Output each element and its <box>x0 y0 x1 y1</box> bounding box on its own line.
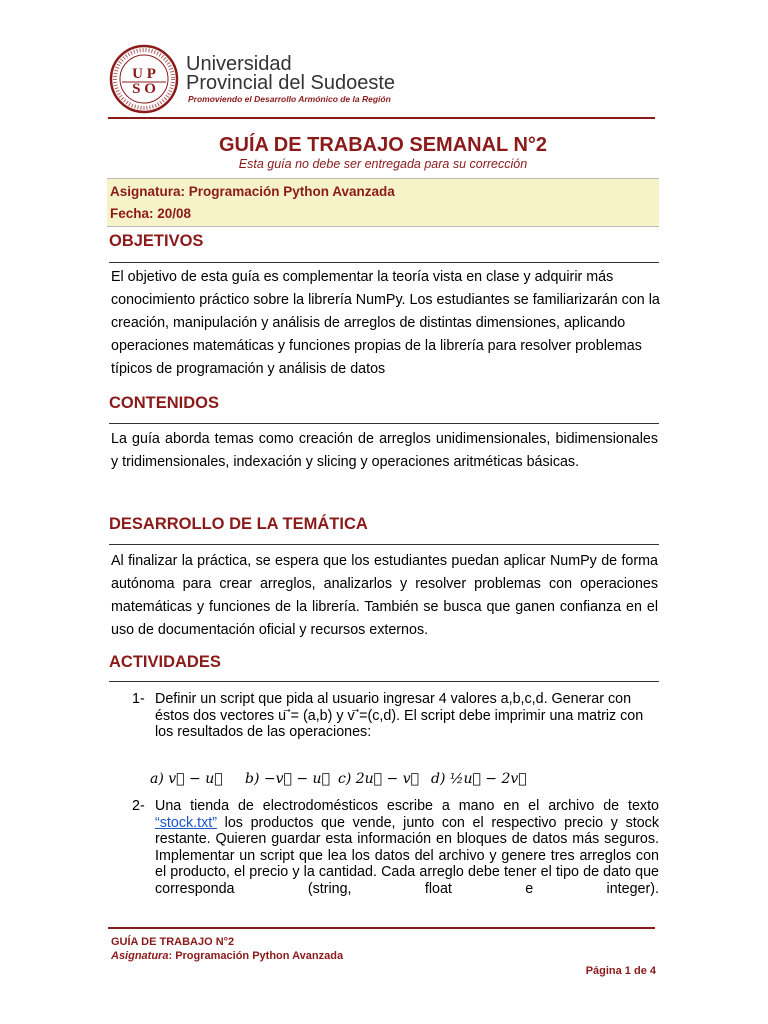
activity-text <box>155 691 659 741</box>
university-name-line1: Universidad <box>186 53 292 75</box>
stock-file-link[interactable]: “stock.txt” <box>155 814 217 831</box>
activity-text <box>155 798 659 898</box>
contenidos-text: La guía aborda temas como creación de arreglos unidimensionales, bidimensionales y tridimensionales, indexación y slicing y operaciones aritméticas básicas. <box>111 431 658 470</box>
activity-item-1 <box>132 691 659 741</box>
page-title: GUÍA DE TRABAJO SEMANAL N°2 <box>218 134 548 156</box>
header-rule <box>108 117 655 119</box>
operation-d: d) ½u⃗ − 2v⃗ <box>431 771 527 787</box>
desarrollo-rule <box>109 544 659 545</box>
desarrollo-heading: DESARROLLO DE LA TEMÁTICA <box>109 515 368 533</box>
activity-number: 2- <box>132 798 145 814</box>
svg-text:S O: S O <box>132 81 156 97</box>
university-name-line2: Provincial del Sudoeste <box>186 72 396 94</box>
footer-guide-title: GUÍA DE TRABAJO N°2 <box>111 936 235 948</box>
objetivos-line: creación, manipulación y análisis de arreglos de distintas dimensiones, aplicando <box>111 315 626 331</box>
page-number: Página 1 de 4 <box>585 965 656 977</box>
activity-text-start: Una tienda de electrodomésticos escribe a mano en el archivo de texto <box>155 798 659 814</box>
operation-b: b) −v⃗ − u⃗ <box>245 771 330 787</box>
contenidos-heading: CONTENIDOS <box>109 394 220 412</box>
course-asignatura: Asignatura: Programación Python Avanzada <box>110 184 395 199</box>
header <box>108 44 658 114</box>
objetivos-line: conocimiento práctico sobre la librería NumPy. Los estudiantes se familiarizarán con la <box>111 292 660 308</box>
activity-line: los resultados de las operaciones: <box>155 724 372 741</box>
actividades-heading: ACTIVIDADES <box>109 653 221 671</box>
objetivos-line: típicos de programación y análisis de datos <box>111 361 386 377</box>
objetivos-rule <box>109 262 659 263</box>
svg-text:U P: U P <box>132 66 156 82</box>
activity-line: éstos dos vectores u ⃗= (a,b) y v ⃗=(c,d). El script debe imprimir una matriz con <box>155 707 644 724</box>
objetivos-heading: OBJETIVOS <box>109 232 204 250</box>
footer-asignatura-value: : Programación Python Avanzada <box>168 950 344 962</box>
objetivos-line: El objetivo de esta guía es complementar la teoría vista en clase y adquirir más <box>111 269 614 285</box>
university-tagline: Promoviendo el Desarrollo Armónico de la Región <box>188 94 391 104</box>
operation-c: c) 2u⃗ − v⃗ <box>338 771 420 787</box>
activity-number: 1- <box>132 691 145 707</box>
actividades-rule <box>109 681 659 682</box>
page-subtitle: Esta guía no debe ser entregada para su corrección <box>238 157 528 171</box>
course-info-box <box>107 178 659 227</box>
activity-item-2 <box>132 798 659 908</box>
footer-asignatura-label: Asignatura <box>111 950 169 962</box>
footer-rule <box>108 927 655 929</box>
operation-a: a) v⃗ − u⃗ <box>150 771 223 787</box>
objetivos-text <box>111 266 661 381</box>
contenidos-rule <box>109 423 659 424</box>
footer-asignatura <box>111 950 343 962</box>
university-seal-logo <box>108 44 180 114</box>
activity-text-rest: los productos que vende, junto con el respectivo precio y stock restante. Quieren guardar esta información en bloques de datos más seguros. Implementar un script que lea los datos del archivo y genere tres arreglos con el producto, el precio y la cantidad. Cada arreglo debe tener el tipo de dato que corresponda (string, float e integer). <box>155 814 659 897</box>
activity-line: Definir un script que pida al usuario ingresar 4 valores a,b,c,d. Generar con <box>155 691 632 707</box>
course-fecha: Fecha: 20/08 <box>110 206 192 221</box>
desarrollo-text: Al finalizar la práctica, se espera que los estudiantes puedan aplicar NumPy de forma autónoma para crear arreglos, analizarlos y resolver problemas con operaciones matemáticas y funciones de la librería. También se busca que ganen confianza en el uso de documentación oficial y recursos externos. <box>111 553 658 638</box>
objetivos-line: operaciones matemáticas y funciones propias de la librería para resolver problemas <box>111 338 642 354</box>
